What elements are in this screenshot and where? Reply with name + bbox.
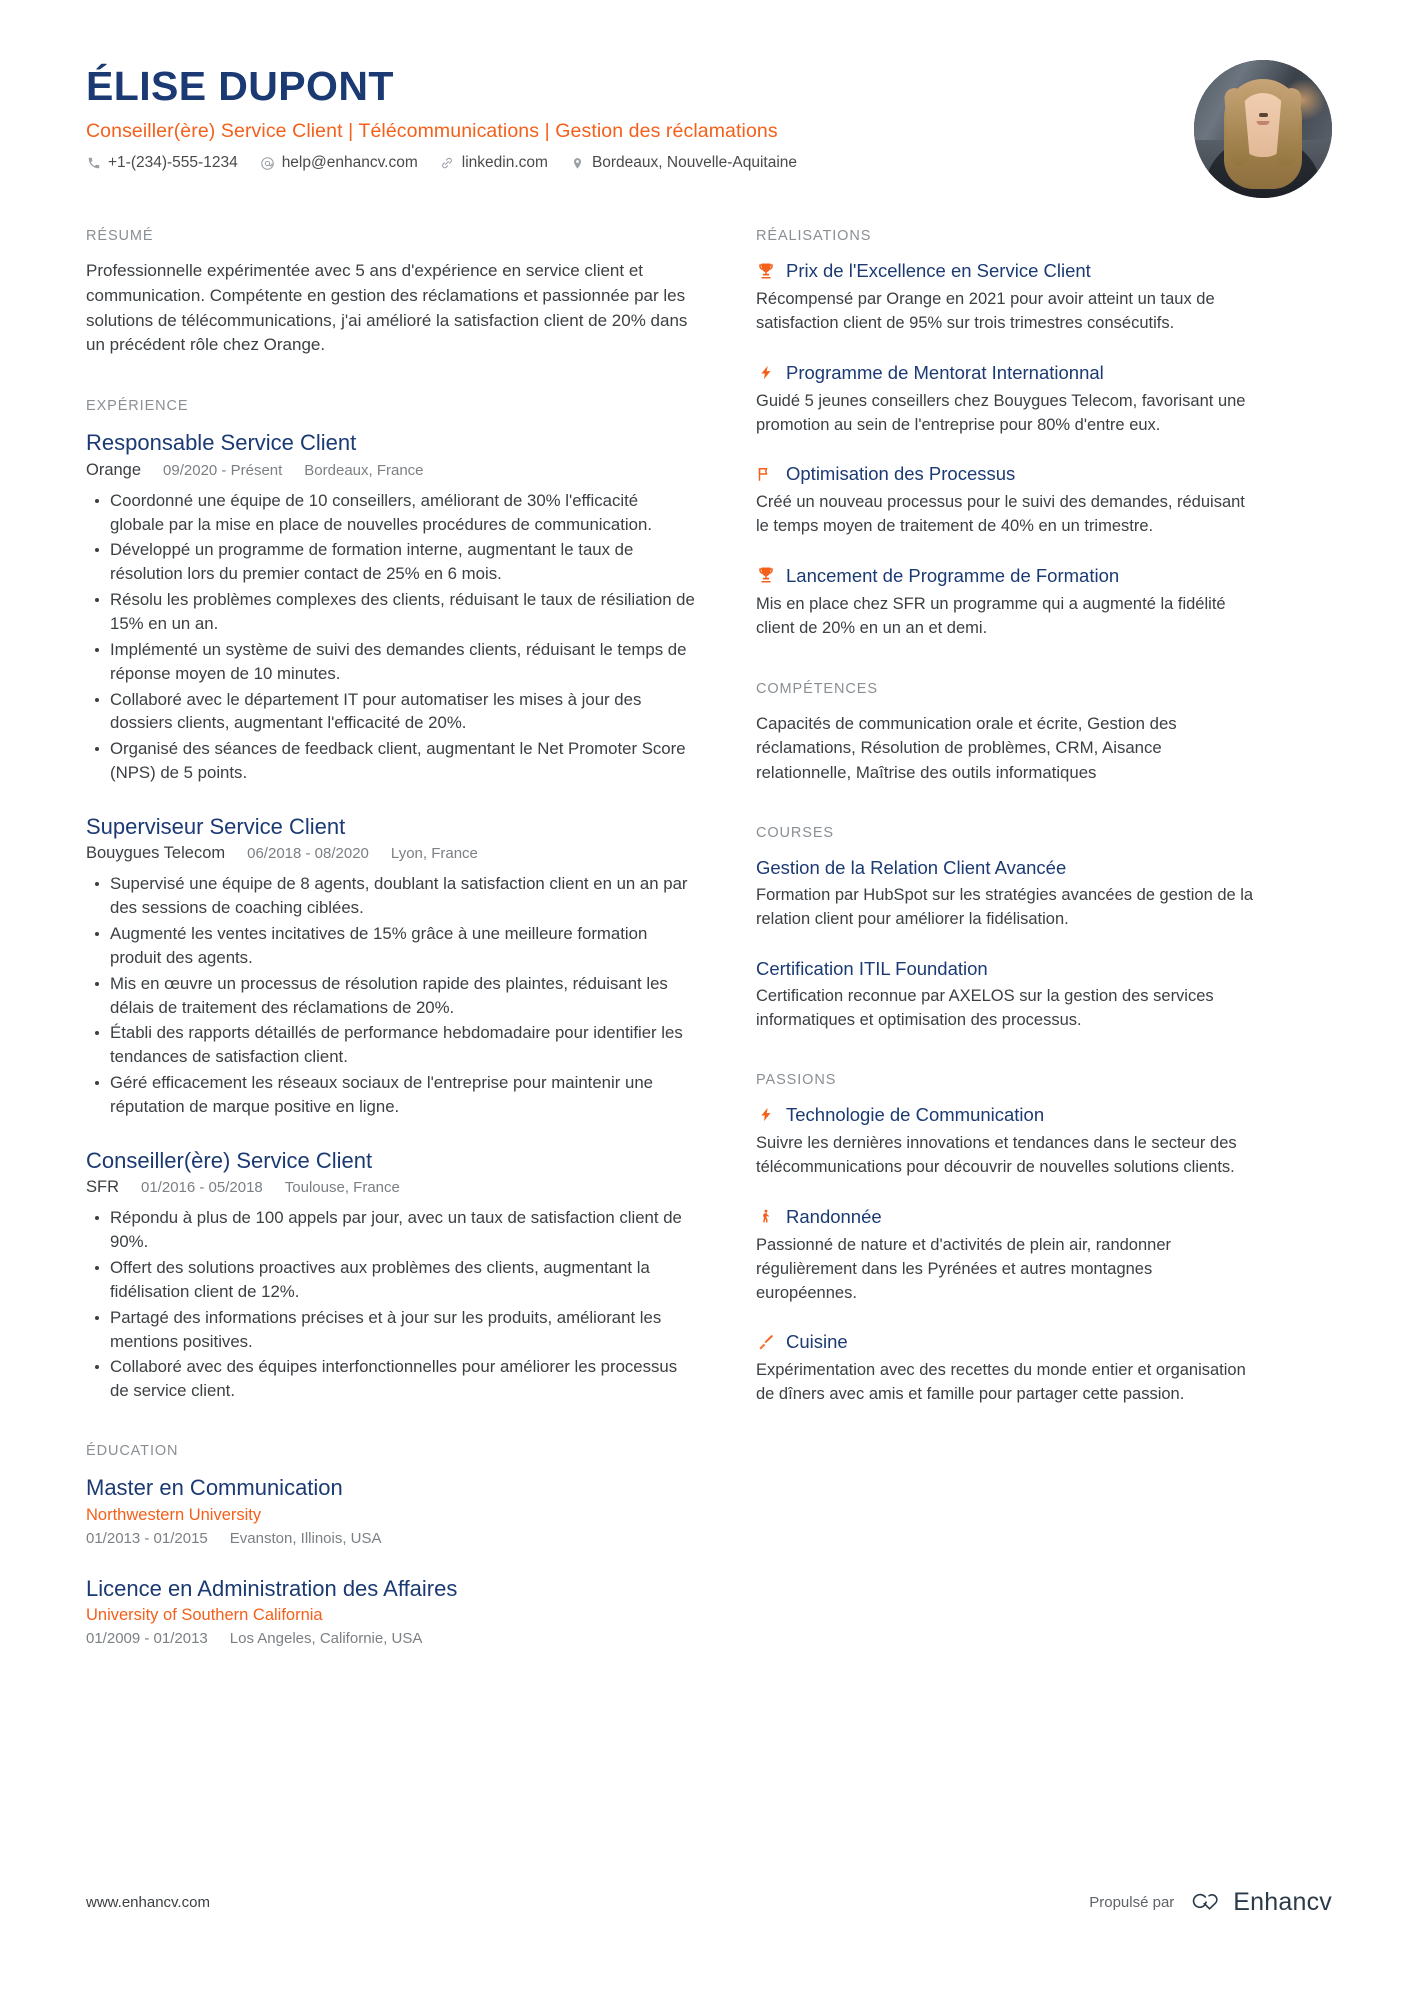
education-dates: 01/2013 - 01/2015 bbox=[86, 1529, 208, 1547]
avatar bbox=[1194, 60, 1332, 198]
page-footer bbox=[86, 1888, 1332, 1917]
trophy-icon bbox=[756, 261, 775, 280]
contact-link[interactable] bbox=[440, 154, 548, 172]
header-text-block bbox=[86, 56, 1166, 172]
professional-headline: Conseiller(ère) Service Client | Télécommunications | Gestion des réclamations bbox=[86, 120, 778, 143]
experience-entry bbox=[86, 429, 696, 785]
contact-email-value: help@enhancv.com bbox=[281, 154, 418, 172]
contact-row bbox=[86, 154, 1166, 172]
passion-item bbox=[756, 1205, 1256, 1305]
lightning-bolt-icon bbox=[756, 363, 775, 382]
achievement-title: Programme de Mentorat Internationnal bbox=[786, 361, 1104, 383]
passion-title: Technologie de Communication bbox=[786, 1104, 1045, 1126]
experience-dates: 09/2020 - Présent bbox=[163, 461, 283, 479]
passion-header bbox=[756, 1103, 1256, 1126]
education-school[interactable]: University of Southern California bbox=[86, 1606, 323, 1625]
section-label-skills: COMPÉTENCES bbox=[756, 680, 878, 697]
achievement-header bbox=[756, 259, 1256, 282]
education-degree: Licence en Administration des Affaires bbox=[86, 1575, 458, 1601]
avatar-photo bbox=[1194, 60, 1332, 198]
email-icon bbox=[260, 156, 275, 171]
education-school[interactable]: Northwestern University bbox=[86, 1505, 262, 1524]
experience-bullets bbox=[86, 489, 696, 785]
experience-company: Bouygues Telecom bbox=[86, 844, 226, 863]
achievement-title: Prix de l'Excellence en Service Client bbox=[786, 260, 1091, 281]
experience-company: Orange bbox=[86, 460, 142, 479]
experience-meta bbox=[86, 844, 696, 863]
achievement-title: Optimisation des Processus bbox=[786, 463, 1016, 485]
enhancv-logo[interactable] bbox=[1190, 1888, 1332, 1917]
passion-description: Passionné de nature et d'activités de plein air, randonner régulièrement dans les Pyrénées et autres montagnes européennes. bbox=[756, 1236, 1172, 1302]
section-label-summary: RÉSUMÉ bbox=[86, 228, 154, 244]
section-courses bbox=[756, 825, 1256, 1032]
passion-header bbox=[756, 1330, 1256, 1353]
education-location: Los Angeles, Californie, USA bbox=[229, 1630, 423, 1648]
passion-title: Randonnée bbox=[786, 1205, 882, 1227]
page-title: ÉLISE DUPONT bbox=[86, 63, 394, 109]
passion-item bbox=[756, 1330, 1256, 1407]
list-item: Géré efficacement les réseaux sociaux de l'entreprise pour maintenir une réputation de marque positive en ligne. bbox=[86, 1071, 696, 1119]
footer-powered-by-label: Propulsé par bbox=[1089, 1894, 1175, 1911]
achievement-header bbox=[756, 462, 1256, 485]
skills-text: Capacités de communication orale et écrite, Gestion des réclamations, Résolution de problèmes, CRM, Aisance relationnelle, Maîtrise des outils informatiques bbox=[756, 713, 1177, 782]
achievement-title: Lancement de Programme de Formation bbox=[786, 564, 1120, 586]
achievement-description: Récompensé par Orange en 2021 pour avoir atteint un taux de satisfaction client de 95% sur trois trimestres consécutifs. bbox=[756, 290, 1215, 332]
cooking-icon bbox=[756, 1332, 775, 1351]
achievement-description: Mis en place chez SFR un programme qui a augmenté la fidélité client de 20% en un an et demi. bbox=[756, 595, 1226, 637]
list-item: Répondu à plus de 100 appels par jour, avec un taux de satisfaction client de 90%. bbox=[86, 1206, 696, 1254]
achievement-item bbox=[756, 361, 1256, 438]
achievement-item bbox=[756, 564, 1256, 641]
course-description: Certification reconnue par AXELOS sur la gestion des services informatiques et optimisation des processus. bbox=[756, 986, 1214, 1029]
avatar-mouth bbox=[1257, 121, 1270, 125]
education-entry bbox=[86, 1474, 696, 1547]
section-achievements bbox=[756, 228, 1256, 641]
experience-bullets bbox=[86, 872, 696, 1118]
course-description: Formation par HubSpot sur les stratégies avancées de gestion de la relation client pour améliorer la fidélisation. bbox=[756, 886, 1254, 928]
experience-bullets bbox=[86, 1206, 696, 1403]
achievement-item bbox=[756, 462, 1256, 539]
education-meta bbox=[86, 1630, 696, 1647]
education-location: Evanston, Illinois, USA bbox=[229, 1529, 382, 1547]
contact-email[interactable] bbox=[260, 154, 418, 172]
section-summary bbox=[86, 228, 696, 358]
section-label-education: ÉDUCATION bbox=[86, 1443, 179, 1460]
enhancv-wordmark: Enhancv bbox=[1233, 1888, 1332, 1916]
list-item: Partagé des informations précises et à jour sur les produits, améliorant les mentions positives. bbox=[86, 1306, 696, 1354]
phone-icon bbox=[86, 156, 101, 171]
list-item: Mis en œuvre un processus de résolution rapide des plaintes, réduisant les délais de traitement des réclamations de 20%. bbox=[86, 972, 696, 1020]
summary-text: Professionnelle expérimentée avec 5 ans d'expérience en service client et communication. Compétente en gestion des réclamations et passionnée par les solutions de télécommunications, j'ai amélioré la satisfaction client de 20% dans un précédent rôle chez Orange. bbox=[86, 261, 688, 355]
experience-entry bbox=[86, 1147, 696, 1403]
section-education bbox=[86, 1443, 696, 1647]
experience-meta bbox=[86, 461, 696, 480]
experience-entry bbox=[86, 813, 696, 1119]
achievement-item bbox=[756, 259, 1256, 336]
right-column bbox=[756, 228, 1256, 1407]
trophy-icon bbox=[756, 566, 775, 585]
course-item bbox=[756, 856, 1256, 932]
achievement-header bbox=[756, 564, 1256, 587]
education-meta bbox=[86, 1530, 696, 1547]
experience-title: Conseiller(ère) Service Client bbox=[86, 1147, 373, 1173]
footer-brand-block bbox=[1089, 1888, 1332, 1917]
education-dates: 01/2009 - 01/2013 bbox=[86, 1630, 208, 1648]
experience-location: Lyon, France bbox=[390, 845, 478, 863]
enhancv-mark-icon bbox=[1190, 1891, 1224, 1915]
list-item: Implémenté un système de suivi des demandes clients, réduisant le temps de réponse moyen de 10 minutes. bbox=[86, 638, 696, 686]
experience-location: Toulouse, France bbox=[284, 1179, 400, 1197]
education-degree: Master en Communication bbox=[86, 1475, 343, 1501]
contact-location bbox=[570, 154, 797, 172]
list-item: Collaboré avec le département IT pour automatiser les mises à jour des dossiers clients, augmentant l'efficacité de 20%. bbox=[86, 688, 696, 736]
course-item bbox=[756, 957, 1256, 1033]
contact-phone[interactable] bbox=[86, 154, 238, 172]
list-item: Augmenté les ventes incitatives de 15% grâce à une meilleure formation produit des agents. bbox=[86, 922, 696, 970]
list-item: Organisé des séances de feedback client, augmentant le Net Promoter Score (NPS) de 5 points. bbox=[86, 737, 696, 785]
list-item: Offert des solutions proactives aux problèmes des clients, augmentant la fidélisation client de 12%. bbox=[86, 1256, 696, 1304]
section-label-passions: PASSIONS bbox=[756, 1072, 837, 1089]
experience-dates: 06/2018 - 08/2020 bbox=[247, 845, 369, 863]
list-item: Développé un programme de formation interne, augmentant le taux de résolution lors du premier contact de 25% en 6 mois. bbox=[86, 538, 696, 586]
link-icon bbox=[440, 156, 455, 171]
contact-link-value: linkedin.com bbox=[461, 154, 548, 172]
contact-phone-value: +1-(234)-555-1234 bbox=[108, 154, 238, 172]
experience-location: Bordeaux, France bbox=[304, 461, 424, 479]
footer-url[interactable]: www.enhancv.com bbox=[86, 1894, 210, 1911]
list-item: Établi des rapports détaillés de performance hebdomadaire pour identifier les tendances de satisfaction client. bbox=[86, 1021, 696, 1069]
achievement-header bbox=[756, 361, 1256, 384]
course-title: Certification ITIL Foundation bbox=[756, 957, 988, 979]
passion-item bbox=[756, 1103, 1256, 1180]
section-passions bbox=[756, 1072, 1256, 1407]
section-skills bbox=[756, 681, 1256, 786]
location-pin-icon bbox=[570, 156, 585, 171]
list-item: Coordonné une équipe de 10 conseillers, améliorant de 30% l'efficacité globale par la mise en place de nouvelles procédures de communication. bbox=[86, 489, 696, 537]
section-experience bbox=[86, 398, 696, 1403]
passion-header bbox=[756, 1205, 1256, 1228]
experience-dates: 01/2016 - 05/2018 bbox=[141, 1179, 263, 1197]
passion-title: Cuisine bbox=[786, 1331, 848, 1353]
education-entry bbox=[86, 1575, 696, 1648]
hiker-icon bbox=[756, 1207, 775, 1226]
avatar-eye-right bbox=[1262, 113, 1268, 117]
flag-icon bbox=[756, 464, 775, 483]
achievement-description: Créé un nouveau processus pour le suivi des demandes, réduisant le temps moyen de traitement de 40% en un trimestre. bbox=[756, 493, 1245, 536]
experience-meta bbox=[86, 1178, 696, 1197]
list-item: Collaboré avec des équipes interfonctionnelles pour améliorer les processus de service client. bbox=[86, 1355, 696, 1403]
contact-location-value: Bordeaux, Nouvelle-Aquitaine bbox=[591, 154, 798, 172]
section-label-experience: EXPÉRIENCE bbox=[86, 398, 189, 415]
course-title: Gestion de la Relation Client Avancée bbox=[756, 857, 1067, 879]
passion-description: Suivre les dernières innovations et tendances dans le secteur des télécommunications pour découvrir de nouvelles solutions clients. bbox=[756, 1134, 1237, 1177]
section-label-courses: COURSES bbox=[756, 825, 835, 842]
list-item: Supervisé une équipe de 8 agents, doublant la satisfaction client en un an par des sessions de coaching ciblées. bbox=[86, 872, 696, 920]
experience-title: Superviseur Service Client bbox=[86, 813, 346, 839]
resume-body bbox=[0, 198, 1410, 1656]
section-label-achievements: RÉALISATIONS bbox=[756, 228, 872, 244]
experience-company: SFR bbox=[86, 1178, 119, 1197]
experience-title: Responsable Service Client bbox=[86, 430, 357, 456]
lightning-bolt-icon bbox=[756, 1105, 775, 1124]
resume-header bbox=[0, 0, 1410, 198]
left-column bbox=[86, 228, 696, 1656]
passion-description: Expérimentation avec des recettes du monde entier et organisation de dîners avec amis et famille pour partager cette passion. bbox=[756, 1361, 1246, 1404]
achievement-description: Guidé 5 jeunes conseillers chez Bouygues Telecom, favorisant une promotion au sein de l'entreprise pour 80% d'entre eux. bbox=[756, 391, 1246, 434]
list-item: Résolu les problèmes complexes des clients, réduisant le taux de résiliation de 15% en un an. bbox=[86, 588, 696, 636]
